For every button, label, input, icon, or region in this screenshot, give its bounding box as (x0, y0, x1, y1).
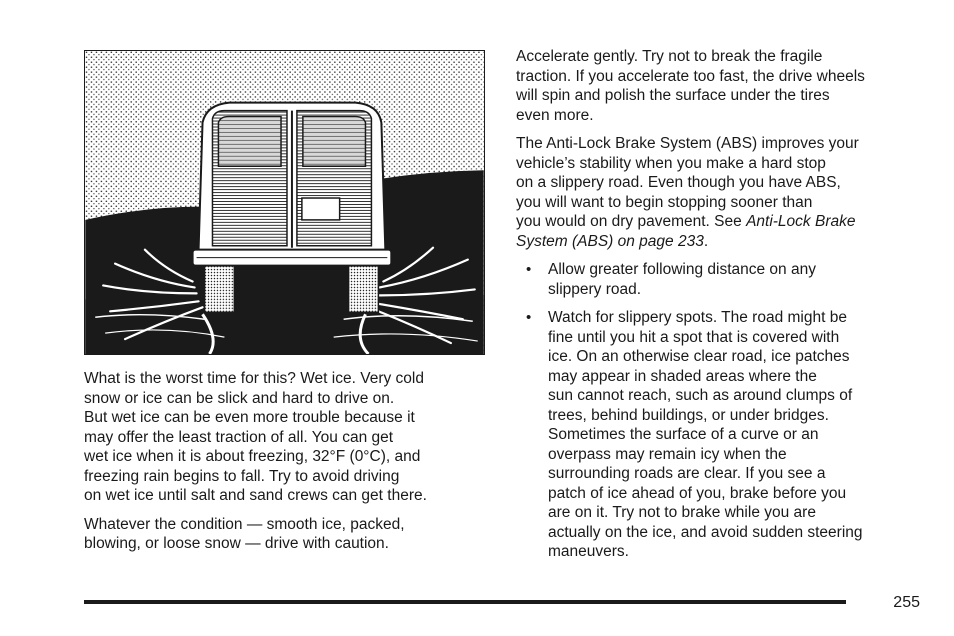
text-line: snow or ice can be slick and hard to drive on. (84, 389, 395, 407)
text-line: surrounding roads are clear. If you see a (548, 465, 826, 482)
text-line: patch of ice ahead of you, brake before you (548, 484, 847, 502)
bullet-slippery-spots (516, 308, 926, 562)
text-line: traction. If you accelerate too fast, the drive wheels (516, 67, 865, 85)
text-line: on a slippery road. Even though you have ABS, (516, 174, 841, 191)
text-line (516, 212, 926, 232)
van-on-wet-ice-illustration (84, 50, 485, 355)
text-line (516, 232, 926, 252)
text-line: may offer the least traction of all. You can get (84, 428, 394, 446)
text-line: Watch for slippery spots. The road might be (548, 309, 847, 326)
page-number: 255 (893, 594, 920, 611)
bullet-list (516, 260, 926, 562)
text-line: fine until you hit a spot that is covered with (548, 328, 840, 346)
text-line: are on it. Try not to brake while you are (548, 504, 816, 521)
text-line: trees, behind buildings, or under bridges. (548, 406, 829, 424)
left-column (84, 369, 494, 563)
text-line: wet ice when it is about freezing, 32°F (0°C), and (84, 448, 421, 465)
text-line: ice. On an otherwise clear road, ice patches (548, 348, 850, 365)
text-line: Sometimes the surface of a curve or an (548, 426, 819, 443)
right-column (516, 47, 926, 571)
text-line: freezing rain begins to fall. Try to avoid driving (84, 467, 400, 485)
text-line: actually on the ice, and avoid sudden steering (548, 523, 863, 541)
text-line: may appear in shaded areas where the (548, 367, 817, 385)
text-line: on wet ice until salt and sand crews can get there. (84, 487, 427, 504)
bullet-icon: • (526, 261, 532, 278)
wet-ice-paragraph (84, 369, 494, 506)
text-line: Whatever the condition — smooth ice, packed, (84, 515, 405, 533)
text-line: sun cannot reach, such as around clumps of (548, 387, 853, 404)
text-line: The Anti-Lock Brake System (ABS) improves your (516, 135, 859, 152)
text-line: will spin and polish the surface under the tires (516, 87, 830, 104)
text-line: maneuvers. (548, 543, 629, 560)
see-prefix: you would on dry pavement. See (516, 213, 747, 230)
footer-rule (84, 600, 846, 604)
text-line: But wet ice can be even more trouble because it (84, 409, 415, 426)
accelerate-paragraph (516, 47, 926, 125)
text-line: What is the worst time for this? Wet ice. Very cold (84, 370, 424, 387)
abs-cross-reference[interactable]: Anti-Lock Brake (746, 213, 856, 230)
text-line: even more. (516, 106, 594, 124)
text-line: Accelerate gently. Try not to break the fragile (516, 48, 823, 65)
text-line: Allow greater following distance on any (548, 261, 816, 278)
text-line: overpass may remain icy when the (548, 445, 787, 463)
abs-paragraph (516, 134, 926, 251)
see-suffix: . (703, 232, 709, 250)
bullet-icon: • (526, 309, 532, 326)
caution-paragraph (84, 515, 494, 554)
text-line: vehicle’s stability when you make a hard stop (516, 154, 826, 172)
text-line: blowing, or loose snow — drive with caution. (84, 535, 389, 552)
abs-cross-reference-page[interactable]: System (ABS) on page 233 (516, 232, 704, 250)
text-line: slippery road. (548, 280, 642, 298)
text-line: you will want to begin stopping sooner than (516, 193, 813, 211)
bullet-following-distance (516, 260, 926, 299)
